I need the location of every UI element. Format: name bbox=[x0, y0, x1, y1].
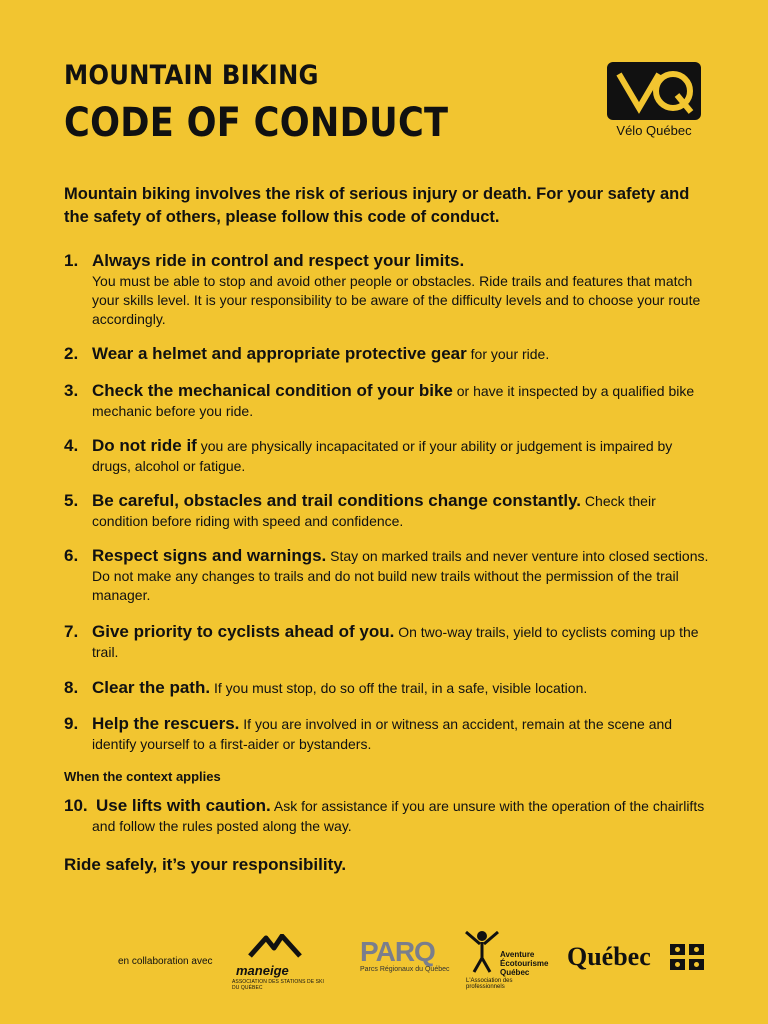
quebec-wordmark: Québec bbox=[567, 942, 651, 971]
mountain-icon bbox=[248, 934, 308, 958]
rule-heading: Give priority to cyclists ahead of you. bbox=[92, 622, 395, 641]
partner-logos bbox=[0, 926, 768, 991]
rule-heading: Do not ride if bbox=[92, 436, 197, 455]
rule-9 bbox=[64, 713, 714, 754]
rule-number: 2. bbox=[64, 344, 79, 363]
rule-text: On two-way trails, yield to cyclists coming up the trail. bbox=[92, 624, 699, 660]
aventure-line-2: Écotourisme bbox=[500, 959, 549, 968]
rule-6 bbox=[64, 545, 714, 605]
rule-text: You must be able to stop and avoid other people or obstacles. Ride trails and features that match your skills level. It is your responsibility to be aware of the difficulty levels and to choose your route accordingly. bbox=[92, 273, 701, 327]
velo-quebec-logo bbox=[604, 62, 704, 138]
collaboration-label: en collaboration avec bbox=[118, 956, 213, 967]
rule-heading: Wear a helmet and appropriate protective gear bbox=[92, 344, 467, 363]
rule-10 bbox=[64, 795, 714, 836]
rule-heading: Help the rescuers. bbox=[92, 714, 240, 733]
parq-logo bbox=[360, 938, 450, 973]
rule-8 bbox=[64, 677, 714, 699]
rule-number: 5. bbox=[64, 491, 79, 510]
intro-text: Mountain biking involves the risk of serious injury or death. For your safety and the safety of others, please follow this code of conduct. bbox=[64, 185, 690, 226]
rule-text: Stay on marked trails and never venture into closed sections. Do not make any changes to trails and do not build new trails without the permission of the trail manager. bbox=[92, 548, 709, 603]
rule-text: or have it inspected by a qualified bike mechanic before you ride. bbox=[92, 383, 695, 419]
rule-4 bbox=[64, 435, 714, 476]
rule-text: Ask for assistance if you are unsure with the operation of the chairlifts and follow the rules posted along the way. bbox=[92, 798, 705, 834]
maneige-logo bbox=[232, 934, 332, 991]
rule-heading: Always ride in control and respect your limits. bbox=[92, 251, 465, 270]
rule-text: for your ride. bbox=[470, 346, 550, 362]
maneige-subtitle: ASSOCIATION DES STATIONS DE SKI DU QUÉBEC bbox=[232, 979, 325, 991]
title-line-2: CODE OF CONDUCT bbox=[64, 100, 449, 146]
rule-1 bbox=[64, 250, 714, 329]
rule-number: 10. bbox=[64, 796, 88, 815]
rule-heading: Clear the path. bbox=[92, 678, 211, 697]
rule-text: Check their condition before riding with speed and confidence. bbox=[92, 493, 656, 529]
rule-2 bbox=[64, 343, 714, 365]
aventure-subtitle: L'Association des professionnels bbox=[466, 978, 513, 990]
parq-subtitle: Parcs Régionaux du Québec bbox=[360, 966, 450, 973]
velo-quebec-vq-icon bbox=[607, 62, 701, 120]
aventure-line-3: Québec bbox=[500, 968, 530, 977]
rule-7 bbox=[64, 621, 714, 662]
rule-number: 7. bbox=[64, 622, 79, 641]
quebec-logo bbox=[567, 942, 651, 972]
rule-number: 9. bbox=[64, 714, 79, 733]
rule-5 bbox=[64, 490, 714, 531]
closing-statement: Ride safely, it’s your responsibility. bbox=[64, 855, 347, 874]
fleur-de-lis-flag-icon bbox=[670, 944, 704, 970]
rule-text: If you must stop, do so off the trail, in a safe, visible location. bbox=[213, 680, 588, 696]
rule-heading: Be careful, obstacles and trail conditions change constantly. bbox=[92, 491, 582, 510]
rule-number: 4. bbox=[64, 436, 79, 455]
logo-caption: Vélo Québec bbox=[616, 123, 692, 138]
rule-number: 6. bbox=[64, 546, 79, 565]
maneige-wordmark: maneige bbox=[236, 963, 289, 978]
title-line-1: MOUNTAIN BIKING bbox=[64, 60, 319, 91]
figure-icon bbox=[462, 928, 502, 974]
rule-number: 3. bbox=[64, 381, 79, 400]
rule-3 bbox=[64, 380, 714, 421]
rule-heading: Use lifts with caution. bbox=[96, 796, 271, 815]
rule-heading: Respect signs and warnings. bbox=[92, 546, 327, 565]
aventure-line-1: Aventure bbox=[500, 950, 535, 959]
rule-number: 8. bbox=[64, 678, 79, 697]
context-note: When the context applies bbox=[64, 769, 221, 784]
rule-number: 1. bbox=[64, 251, 79, 270]
rule-text: you are physically incapacitated or if your ability or judgement is impaired by drugs, alcohol or fatigue. bbox=[92, 438, 673, 474]
rule-heading: Check the mechanical condition of your bike bbox=[92, 381, 453, 400]
rule-text: If you are involved in or witness an accident, remain at the scene and identify yourself to a first-aider or bystanders. bbox=[92, 716, 673, 752]
parq-wordmark: PARQ bbox=[360, 936, 435, 967]
